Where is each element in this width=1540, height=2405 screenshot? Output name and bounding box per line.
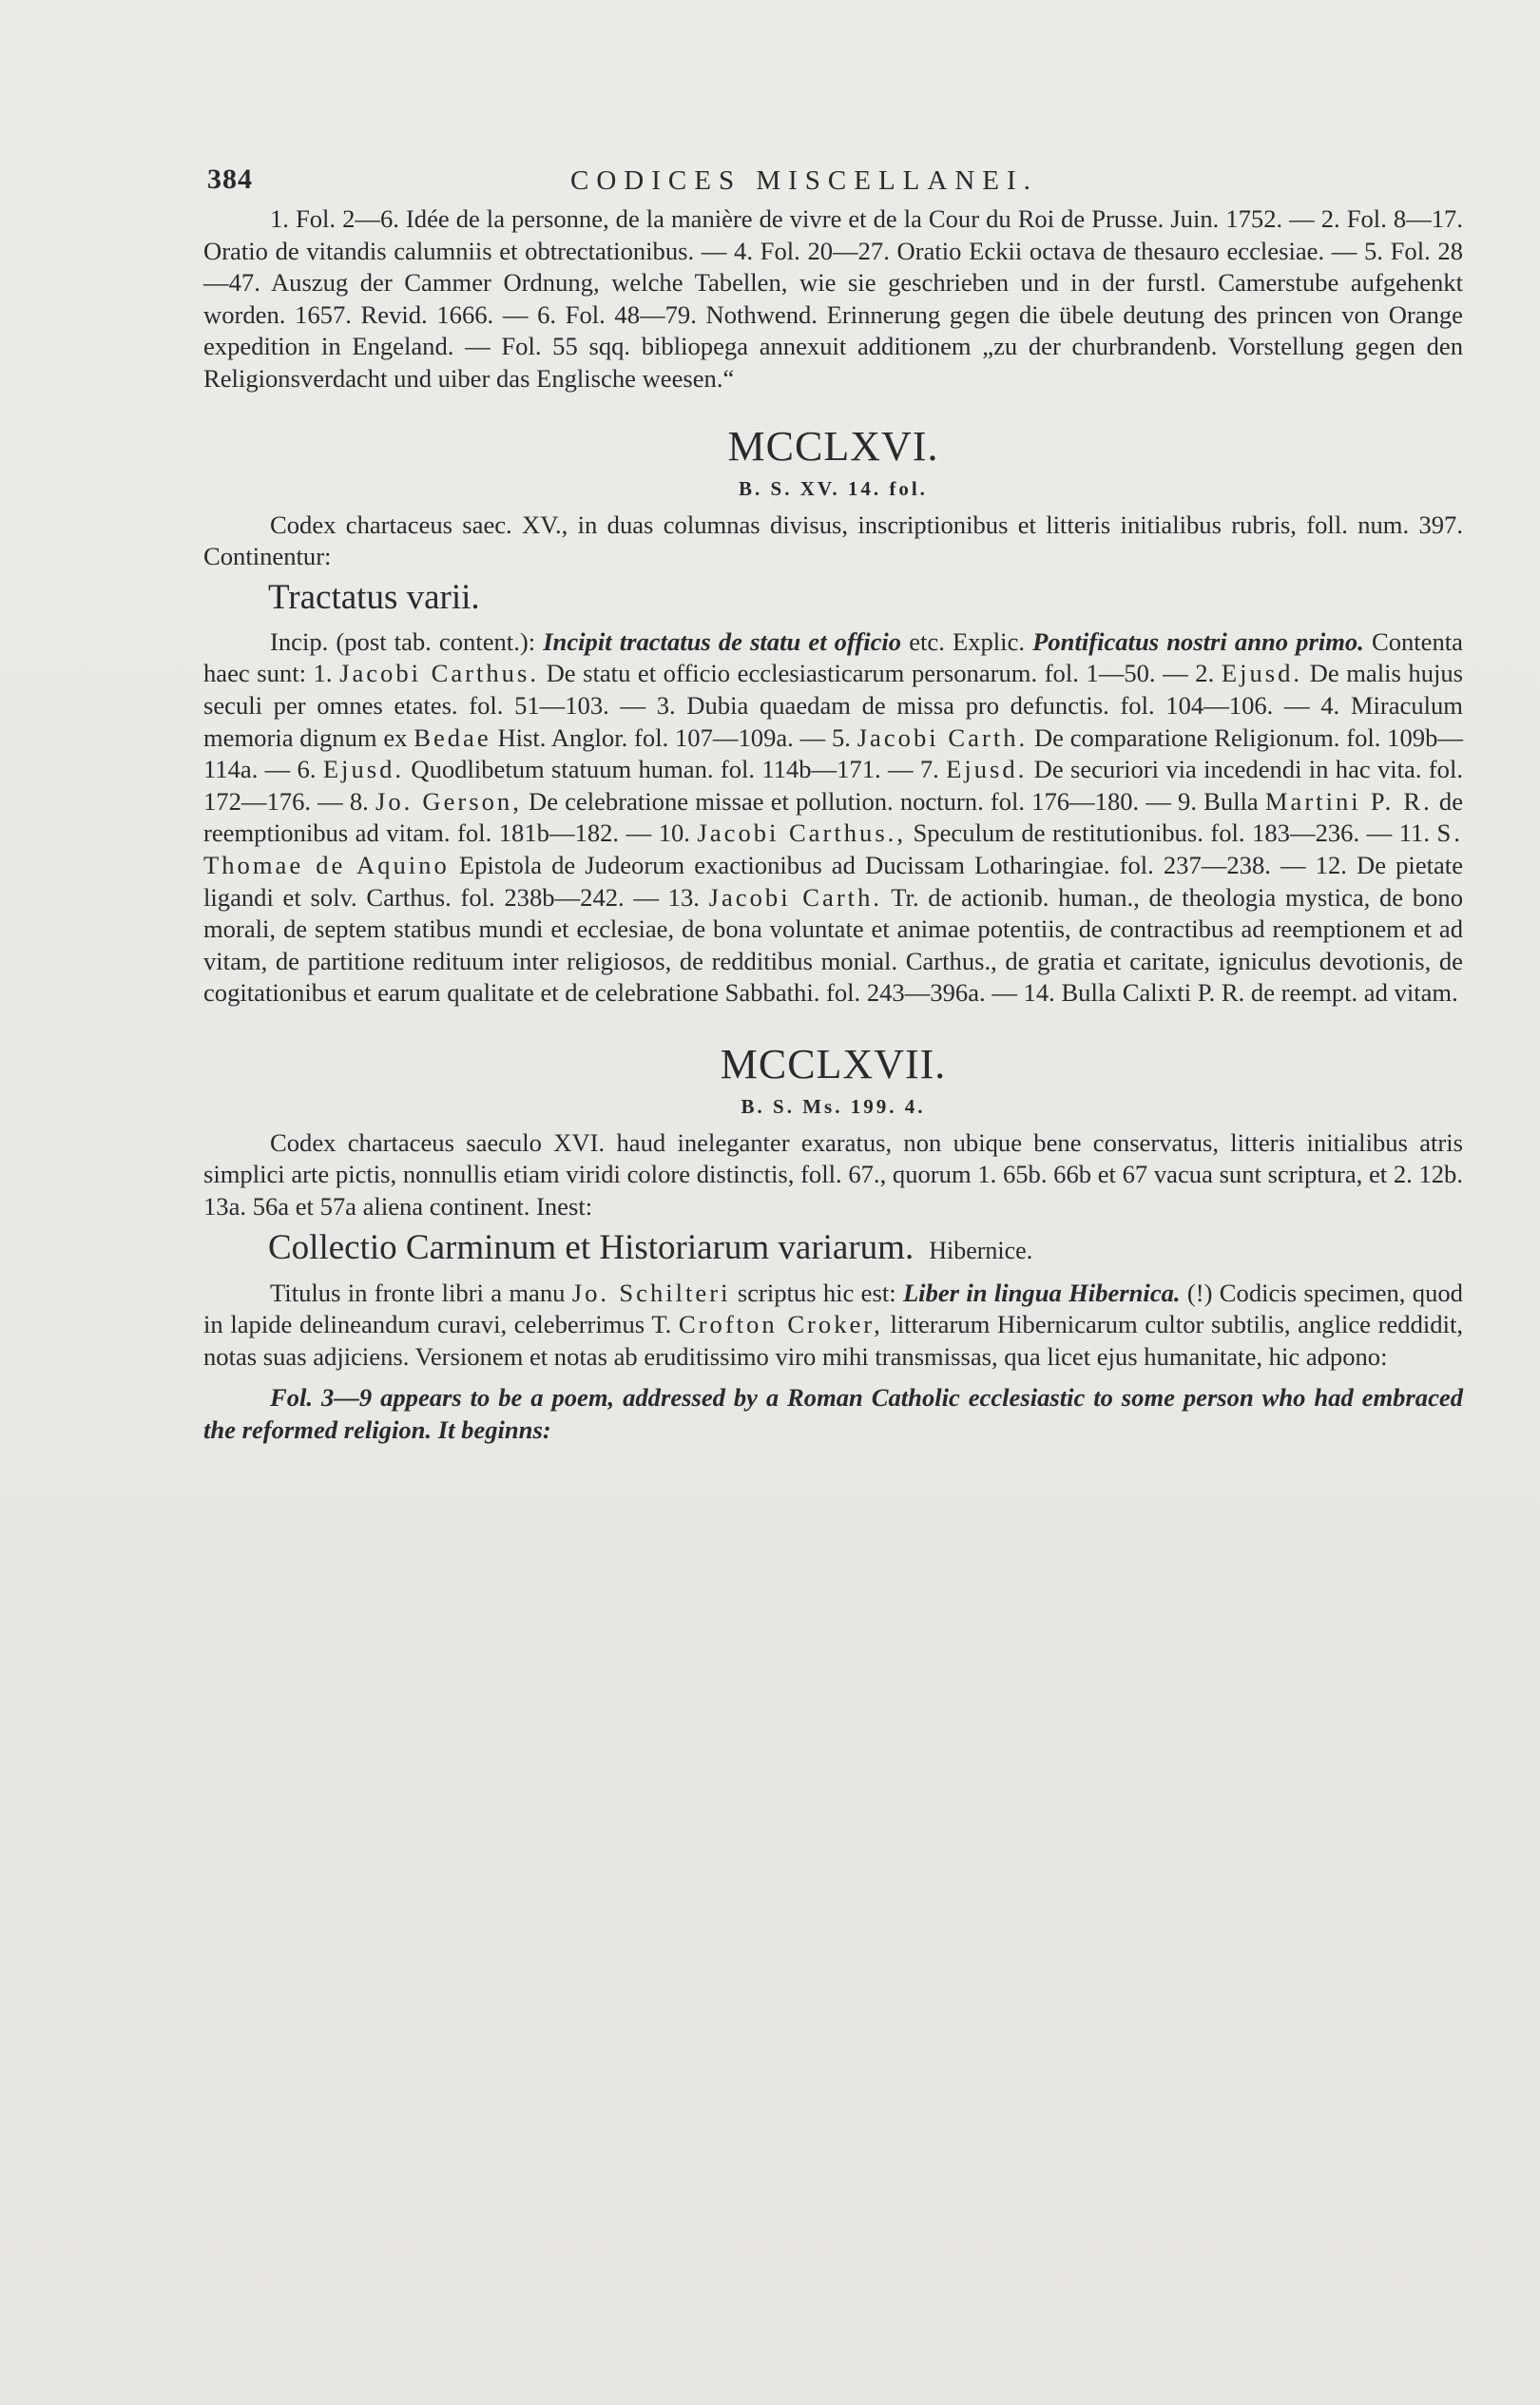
- author-name: Jacobi Carth.: [708, 882, 883, 912]
- title-paragraph-1267: Titulus in fronte libri a manu Jo. Schilteri scriptus hic est: Liber in lingua Hibernica. (!) Codicis specimen, quod in lapide delineandum curavi, celeberrimus T. Crofton Croker, litterarum Hibernicarum cultor subtilis, anglice reddidit, notas suas adjiciens. Versionem et notas ab eruditissimo viro mihi transmissas, qua licet ejus humanitate, hic adpono:: [203, 1278, 1463, 1371]
- shelfmark-1267: B. S. Ms. 199. 4.: [741, 1094, 926, 1118]
- author-name: Crofton Croker,: [678, 1310, 883, 1339]
- work-title-1267: Collectio Carminum et Historiarum variarum. Hibernice.: [268, 1227, 1033, 1267]
- running-head: [203, 154, 1463, 203]
- page-number: 384: [207, 164, 253, 195]
- author-name: Jo. Gerson,: [375, 786, 522, 816]
- explicit-text: Pontificatus nostri anno primo.: [1032, 626, 1364, 656]
- codex-description-1267: Codex chartaceus saeculo XVI. haud ineleganter exaratus, non ubique bene conservatus, litteris initialibus atris simplici arte pictis, nonnullis etiam viridi colore distinctis, foll. 67., quorum 1. 65b. 66b et 67 vacua sunt scriptura, et 2. 12b. 13a. 56a et 57a aliena continent. Inest:: [203, 1127, 1463, 1222]
- author-name: S. Thomae de Aquino: [203, 818, 1463, 879]
- author-name: Jacobi Carthus.: [339, 659, 539, 688]
- work-title-1266: Tractatus varii.: [268, 577, 480, 617]
- book-title-italic: Liber in lingua Hibernica.: [902, 1278, 1181, 1307]
- contents-paragraph-1266: Incip. (post tab. content.): Incipit tractatus de statu et officio etc. Explic. Pontificatus nostri anno primo. Contenta haec sunt: 1. Jacobi Carthus. De statu et officio ecclesiasticarum personarum. fol. 1—50. — 2. Ejusd. De malis hujus seculi per omnes etates. fol. 51—103. — 3. Dubia quaedam de missa pro defunctis. fol. 104—106. — 4. Miraculum memoria dignum ex Bedae Hist. Anglor. fol. 107—109a. — 5. Jacobi Carth. De comparatione Religionum. fol. 109b—114a. — 6. Ejusd. Quodlibetum statuum human. fol. 114b—171. — 7. Ejusd. De securiori via incedendi in hac vita. fol. 172—176. — 8. Jo. Gerson, De celebratione missae et pollution. nocturn. fol. 176—180. — 9. Bulla Martini P. R. de reemptionibus ad vitam. fol. 181b—182. — 10. Jacobi Carthus., Speculum de restitutionibus. fol. 183—236. — 11. S. Thomae de Aquino Epistola de Judeorum exactionibus ad Ducissam Lotharingiae. fol. 237—238. — 12. De pietate ligandi et solv. Carthus. fol. 238b—242. — 13. Jacobi Carth. Tr. de actionib. human., de theologia mystica, de bono morali, de septem statibus mundi et ecclesiae, de bona voluntate et animae potentiis, de contractibus ad reemptionem et ad vitam, de partitione redituum inter religiosos, de redditibus monial. Carthus., de gratia et caritate, igniculus devotionis, de cogitationibus et earum qualitate et de celebratione Sabbathi. fol. 243—396a. — 14. Bulla Calixti P. R. de reempt. ad vitam.: [203, 626, 1464, 1008]
- shelfmark-1266: B. S. XV. 14. fol.: [739, 476, 928, 500]
- author-name: Ejusd.: [1221, 659, 1303, 688]
- running-title: CODICES MISCELLANEI.: [570, 165, 1038, 196]
- entry-number-1267: MCCLXVII.: [720, 1040, 947, 1087]
- author-name: Martini P. R.: [1264, 786, 1433, 816]
- author-name: Jacobi Carthus.,: [697, 818, 906, 848]
- author-name: Ejusd.: [322, 755, 405, 784]
- intro-paragraph: 1. Fol. 2—6. Idée de la personne, de la manière de vivre et de la Cour du Roi de Prusse. Juin. 1752. — 2. Fol. 8—17. Oratio de vitandis calumniis et obtrectationibus. — 4. Fol. 20—27. Oratio Eckii octava de thesauro ecclesiae. — 5. Fol. 28—47. Auszug der Cammer Ordnung, welche Tabellen, wie sie geschrieben und in der furstl. Camerstube aufgehenkt worden. 1657. Revid. 1666. — 6. Fol. 48—79. Nothwend. Erinnerung gegen die übele deutung des princen von Orange expedition in Engeland. — Fol. 55 sqq. bibliopega annexuit additionem „zu der churbrandenb. Vorstellung gegen den Religionsverdacht und uiber das Englische weesen.“: [203, 204, 1463, 393]
- author-name: Jo. Schilteri: [571, 1278, 731, 1307]
- author-name: Jacobi Carth.: [857, 722, 1029, 752]
- entry-number-1266: MCCLXVI.: [727, 422, 939, 470]
- english-note: Fol. 3—9 appears to be a poem, addressed by a Roman Catholic ecclesiastic to some person who had embraced the reformed religion. It beginns:: [203, 1383, 1463, 1445]
- author-name: Ejusd.: [946, 755, 1028, 784]
- text-column: [203, 154, 1463, 1447]
- codex-description-1266: Codex chartaceus saec. XV., in duas columnas divisus, inscriptionibus et litteris initialibus rubris, foll. num. 397. Continentur:: [203, 510, 1463, 571]
- incipit-text: Incipit tractatus de statu et officio: [543, 626, 902, 656]
- author-name: Bedae: [414, 722, 491, 752]
- language-note: Hibernice.: [929, 1236, 1033, 1264]
